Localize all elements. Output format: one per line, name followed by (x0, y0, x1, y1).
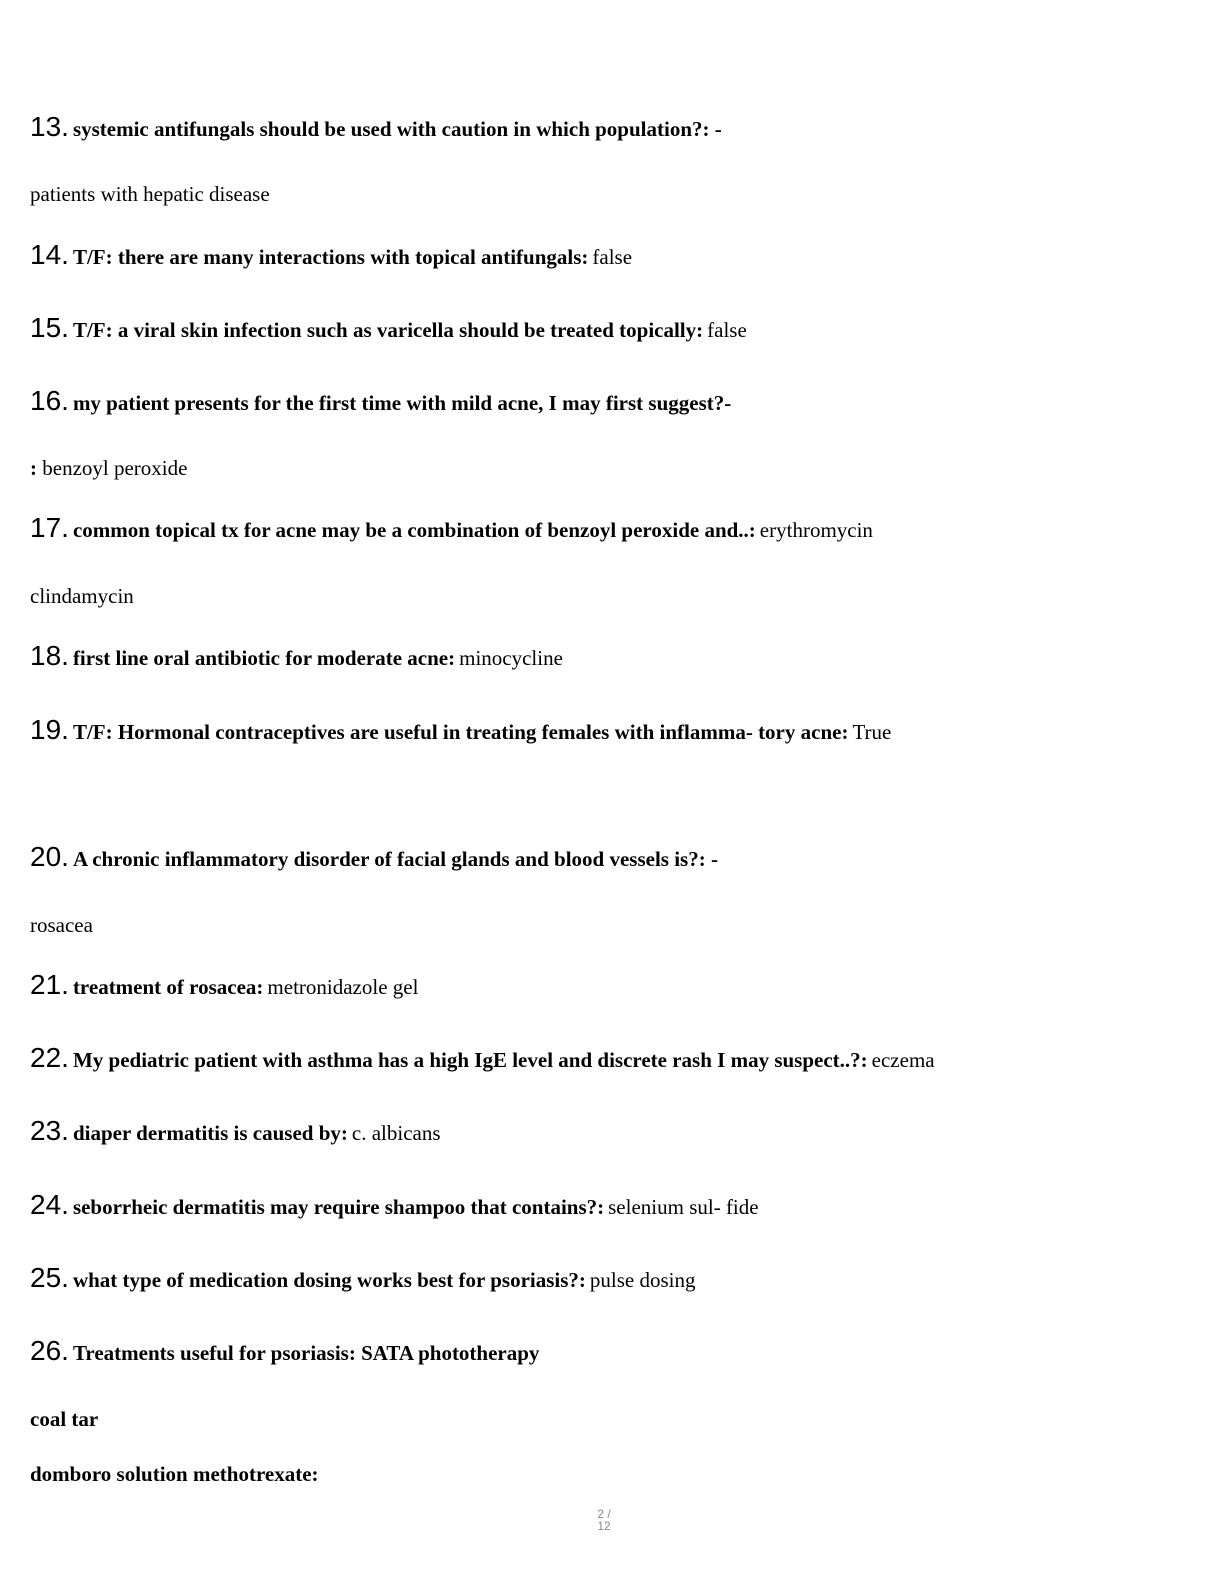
answer-text: false (592, 245, 633, 269)
question-number: 17. (30, 512, 69, 543)
question-24 (30, 1191, 759, 1219)
question-19 (30, 716, 891, 744)
question-text: my patient presents for the first time with mild acne, I may first suggest?- (72, 391, 732, 415)
question-text: diaper dermatitis is caused by: (72, 1121, 348, 1145)
question-text: treatment of rosacea: (72, 975, 264, 999)
page-number: 2 / 12 (597, 1508, 611, 1530)
question-text: seborrheic dermatitis may require shampoo that contains?: (72, 1195, 605, 1219)
question-18 (30, 642, 563, 670)
question-number: 14. (30, 239, 69, 270)
answer-text: false (707, 318, 747, 342)
answer-26-line-1: coal tar (30, 1407, 99, 1431)
answer-26-line-2: domboro solution methotrexate: (30, 1462, 319, 1486)
answer-17-continued: clindamycin (30, 584, 134, 608)
answer-text: c. albicans (351, 1121, 441, 1145)
question-number: 26. (30, 1335, 69, 1366)
answer-text: True (852, 720, 892, 744)
answer-16 (30, 458, 187, 479)
question-text: first line oral antibiotic for moderate acne: (72, 646, 456, 670)
question-number: 22. (30, 1042, 69, 1073)
question-16 (30, 387, 731, 415)
question-number: 16. (30, 385, 69, 416)
answer-20: rosacea (30, 913, 93, 937)
answer-text: benzoyl peroxide (42, 456, 188, 480)
question-number: 13. (30, 111, 69, 142)
answer-text: pulse dosing (589, 1268, 696, 1292)
question-25 (30, 1264, 696, 1292)
question-number: 25. (30, 1262, 69, 1293)
question-number: 18. (30, 640, 69, 671)
question-number: 15. (30, 312, 69, 343)
question-text: T/F: a viral skin infection such as varicella should be treated topically: (72, 318, 704, 342)
question-number: 20. (30, 841, 69, 872)
question-17 (30, 514, 873, 542)
answer-text: eczema (871, 1048, 935, 1072)
answer-text: minocycline (459, 646, 563, 670)
question-text: systemic antifungals should be used with caution in which population?: - (72, 117, 722, 141)
question-text: common topical tx for acne may be a combination of benzoyl peroxide and..: (72, 518, 756, 542)
question-text: A chronic inflammatory disorder of facial glands and blood vessels is?: - (72, 847, 718, 871)
answer-colon: : (30, 456, 37, 480)
answer-text: erythromycin (759, 518, 873, 542)
question-15 (30, 314, 747, 342)
question-20 (30, 843, 718, 871)
question-number: 21. (30, 969, 69, 1000)
answer-13: patients with hepatic disease (30, 182, 270, 206)
question-23 (30, 1117, 441, 1145)
answer-text: metronidazole gel (267, 975, 419, 999)
question-21 (30, 971, 418, 999)
question-number: 19. (30, 714, 69, 745)
question-22 (30, 1044, 935, 1072)
question-26 (30, 1337, 539, 1365)
question-text: T/F: Hormonal contraceptives are useful in treating females with inflamma- tory acne: (72, 720, 849, 744)
question-number: 23. (30, 1115, 69, 1146)
question-text: what type of medication dosing works best for psoriasis?: (72, 1268, 586, 1292)
question-text: My pediatric patient with asthma has a high IgE level and discrete rash I may suspect..?: (72, 1048, 868, 1072)
question-text: Treatments useful for psoriasis: SATA phototherapy (72, 1341, 540, 1365)
question-number: 24. (30, 1189, 69, 1220)
question-14 (30, 241, 632, 269)
answer-text: selenium sul- fide (608, 1195, 759, 1219)
question-text: T/F: there are many interactions with topical antifungals: (72, 245, 589, 269)
question-13 (30, 113, 722, 141)
